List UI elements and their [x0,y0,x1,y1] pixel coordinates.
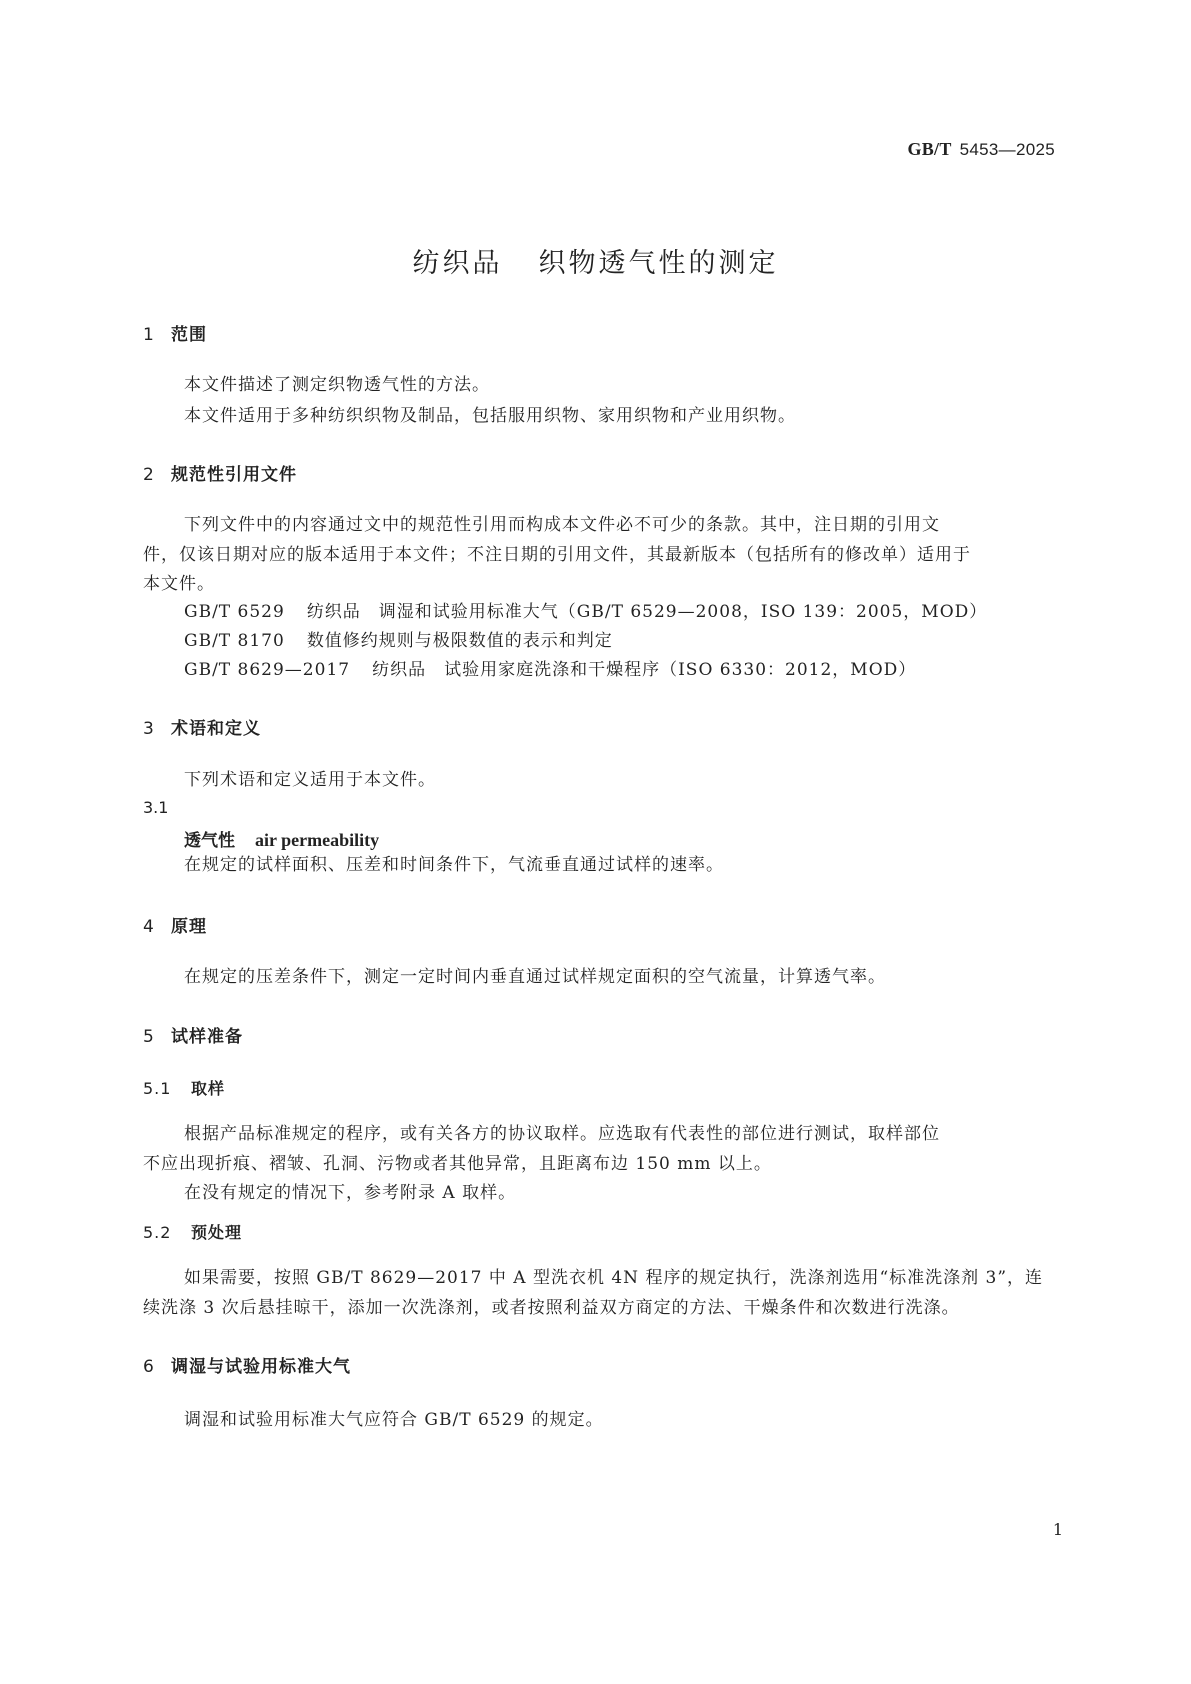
reference-item: GB/T 8170 数值修约规则与极限数值的表示和判定 [184,631,613,651]
section-3-paragraph-1: 下列术语和定义适用于本文件。 [184,770,436,790]
term-heading: 透气性 air permeability [184,830,380,851]
section-6-heading: 6 调湿与试验用标准大气 [143,1357,351,1377]
section-4-paragraph-1: 在规定的压差条件下，测定一定时间内垂直通过试样规定面积的空气流量，计算透气率。 [184,967,886,987]
section-3-heading: 3 术语和定义 [143,719,261,739]
document-title: 纺织品 织物透气性的测定 [412,248,779,279]
subsection-5-1-line-2: 不应出现折痕、褶皱、孔洞、污物或者其他异常，且距离布边 150 mm 以上。 [143,1154,772,1174]
page-number: 1 [1052,1520,1063,1539]
subsection-5-2-line-2: 续洗涤 3 次后悬挂晾干，添加一次洗涤剂，或者按照利益双方商定的方法、干燥条件和次数进行洗涤。 [143,1298,960,1318]
section-1-heading: 1 范围 [143,325,207,345]
section-2-intro-line-2: 件，仅该日期对应的版本适用于本文件；不注日期的引用文件，其最新版本（包括所有的修改单）适用于 [143,545,971,565]
reference-item: GB/T 8629—2017 纺织品 试验用家庭洗涤和干燥程序（ISO 6330：2012，MOD） [184,660,917,680]
section-4-heading: 4 原理 [143,917,207,937]
section-1-paragraph-2: 本文件适用于多种纺织织物及制品，包括服用织物、家用织物和产业用织物。 [184,406,796,426]
term-number: 3.1 [143,798,169,817]
subsection-5-1-line-1: 根据产品标准规定的程序，或有关各方的协议取样。应选取有代表性的部位进行测试，取样部位 [184,1124,940,1144]
subsection-5-1-line-3: 在没有规定的情况下，参考附录 A 取样。 [184,1183,517,1203]
standard-code: GB/T 5453—2025 [907,139,1055,159]
subsection-5-1-heading: 5.1 取样 [143,1079,226,1098]
section-6-paragraph-1: 调湿和试验用标准大气应符合 GB/T 6529 的规定。 [184,1410,604,1430]
subsection-5-2-line-1: 如果需要，按照 GB/T 8629—2017 中 A 型洗衣机 4N 程序的规定执行，洗涤剂选用“标准洗涤剂 3”，连 [184,1268,1044,1288]
term-definition: 在规定的试样面积、压差和时间条件下，气流垂直通过试样的速率。 [184,855,724,875]
reference-item: GB/T 6529 纺织品 调湿和试验用标准大气（GB/T 6529—2008，ISO 139：2005，MOD） [184,602,988,622]
section-2-intro-line-1: 下列文件中的内容通过文中的规范性引用而构成本文件必不可少的条款。其中，注日期的引用文 [184,515,940,535]
subsection-5-2-heading: 5.2 预处理 [143,1223,243,1242]
section-5-heading: 5 试样准备 [143,1027,243,1047]
section-1-paragraph-1: 本文件描述了测定织物透气性的方法。 [184,375,490,395]
section-2-heading: 2 规范性引用文件 [143,465,297,485]
section-2-intro-line-3: 本文件。 [143,574,215,594]
